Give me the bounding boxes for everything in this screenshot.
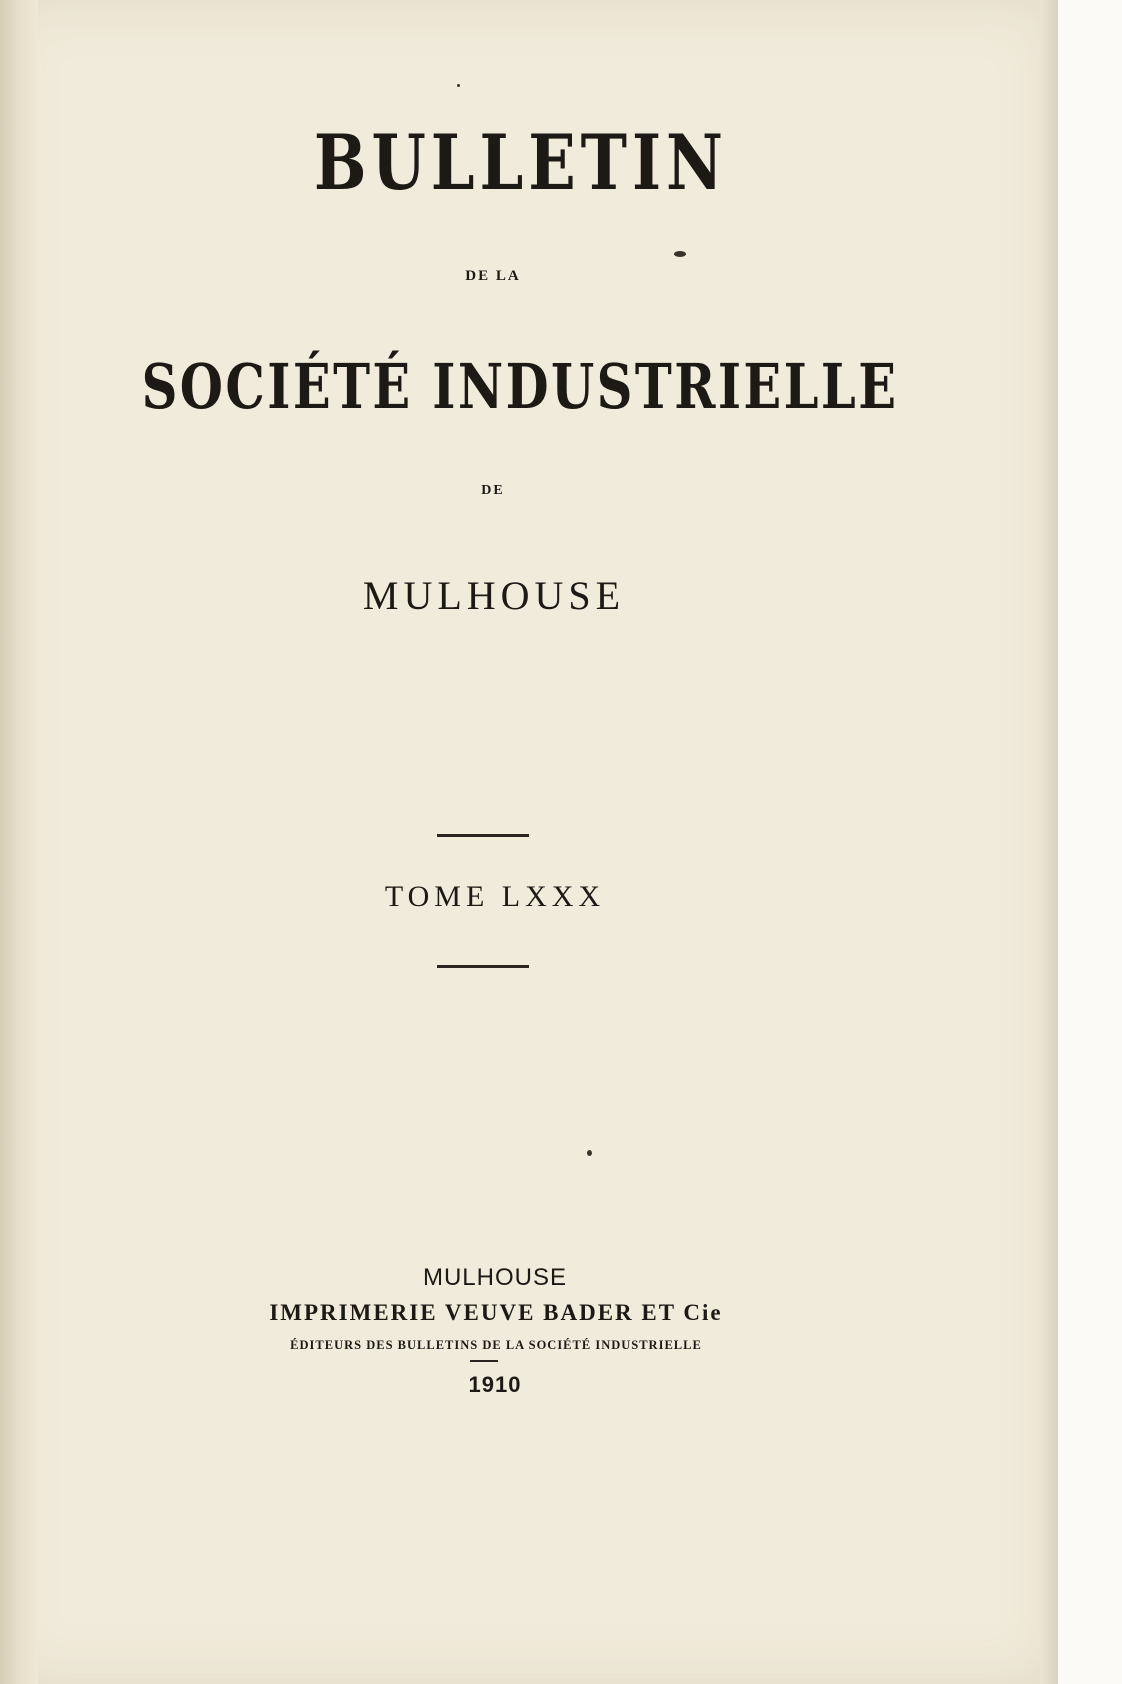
de-label: DE: [481, 483, 505, 498]
ink-speck: [674, 251, 686, 257]
imprint-editors: ÉDITEURS DES BULLETINS DE LA SOCIÉTÉ INDUSTRIELLE: [290, 1338, 702, 1352]
ink-speck: [457, 84, 460, 87]
society-name: SOCIÉTÉ INDUSTRIELLE: [141, 350, 899, 423]
imprint-city: MULHOUSE: [422, 1264, 568, 1291]
de-la-label: DE LA: [465, 268, 521, 284]
page-edge: [1040, 0, 1058, 1684]
rule-below-volume: [437, 965, 529, 968]
binding-shadow: [0, 0, 38, 1684]
imprint-rule: [470, 1360, 498, 1362]
city-name: MULHOUSE: [362, 573, 626, 618]
bulletin-title: BULLETIN: [313, 118, 728, 207]
volume-label: TOME LXXX: [384, 880, 606, 913]
ink-speck: [587, 1150, 592, 1156]
imprint-printer: IMPRIMERIE VEUVE BADER ET Cie: [269, 1300, 723, 1325]
rule-above-volume: [437, 834, 529, 837]
imprint-year: 1910: [468, 1372, 522, 1397]
